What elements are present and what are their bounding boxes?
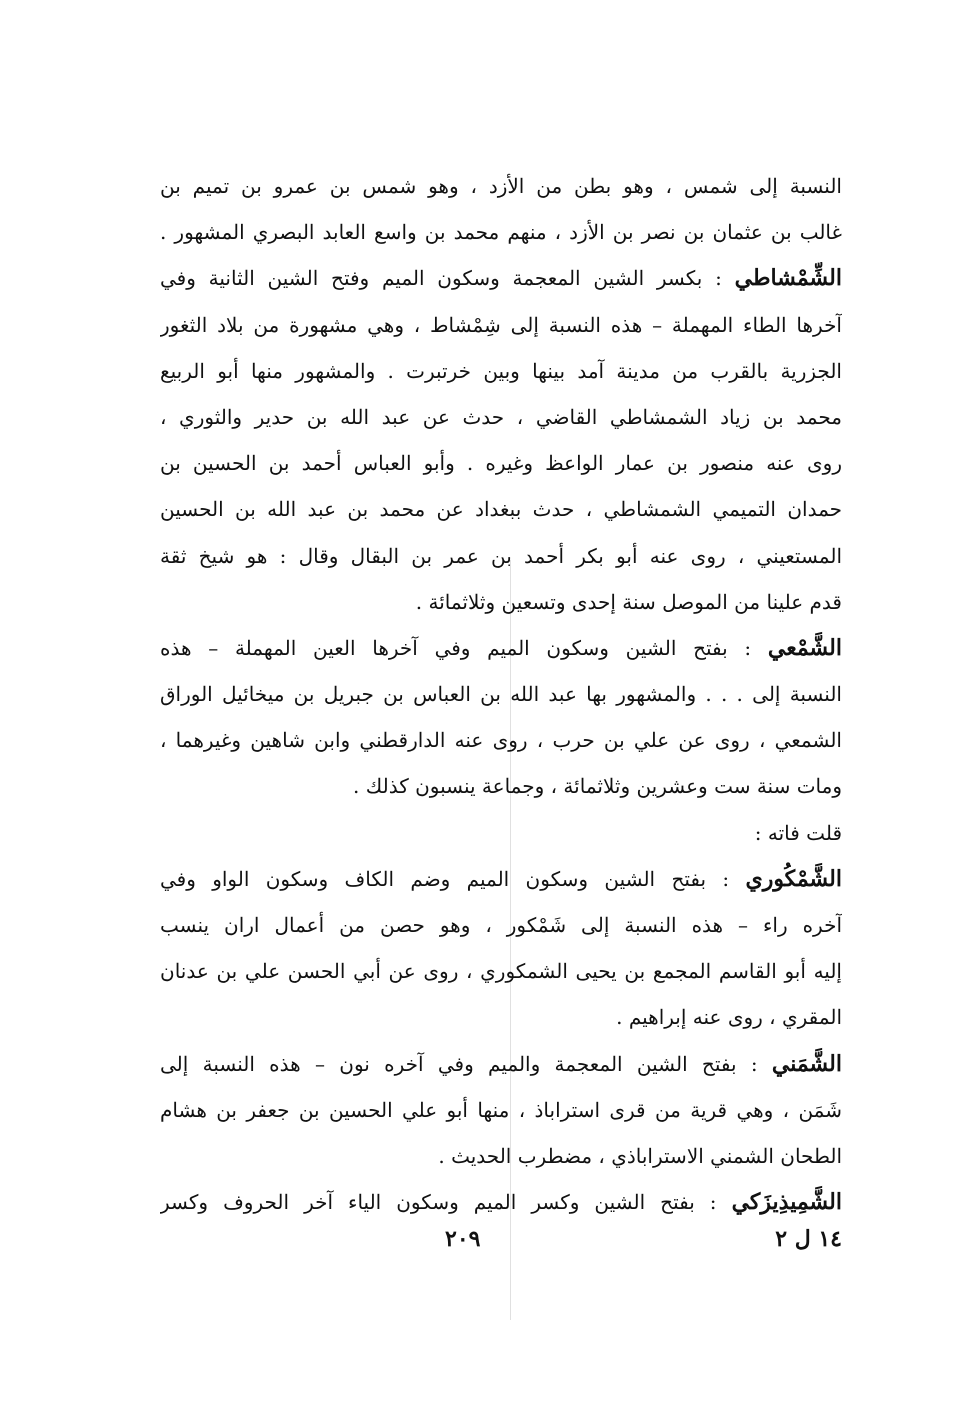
line-text: قدم علينا من الموصل سنة إحدى وتسعين وثلاثمائة .	[415, 589, 842, 614]
line-text: : بفتح الشين المعجمة والميم وفي آخره نون – هذه النسبة إلى	[160, 1051, 772, 1076]
text-line	[160, 948, 842, 994]
line-text: روى عنه منصور بن عمار الواعظ وغيره . وأبو العباس أحمد بن الحسين بن	[160, 451, 842, 476]
signature-mark: ١٤ ل ٢	[775, 1226, 842, 1252]
entry-heading: الشَّمَني	[771, 1050, 842, 1077]
line-text: حمدان التميمي الشمشاطي ، حدث ببغداد عن محمد بن عبد الله بن الحسين	[160, 497, 842, 522]
line-text: : بفتح الشين وكسر الميم وسكون الياء آخر الحروف وكسر	[160, 1190, 732, 1215]
line-text: قلت فاته :	[754, 820, 842, 845]
text-line	[160, 856, 842, 902]
text-line	[160, 810, 842, 856]
text-line	[160, 302, 842, 348]
body-text	[160, 163, 842, 1225]
line-text: الطحان الشمني الاستراباذي ، مضطرب الحديث .	[438, 1143, 842, 1168]
text-line	[160, 625, 842, 671]
line-text: الشمعي ، روى عن علي بن حرب ، روى عنه الدارقطني وابن شاهين وغيرهما ،	[160, 728, 842, 753]
text-line	[160, 1133, 842, 1179]
entry-heading: الشَّمِيذِيزَكي	[731, 1189, 842, 1216]
line-text: الجزرية بالقرب من مدينة آمد بينها وبين خرتبرت . والمشهور منها أبو الربيع	[160, 358, 842, 383]
text-line	[160, 533, 842, 579]
line-text: محمد بن زياد الشمشاطي القاضي ، حدث عن عبد الله بن حدير والثوري ،	[160, 404, 842, 429]
text-line	[160, 671, 842, 717]
page-footer	[160, 1226, 842, 1266]
line-text: آخرها الطاء المهملة – هذه النسبة إلى شِمْشاط ، وهي مشهورة من بلاد الثغور	[160, 312, 842, 337]
entry-heading: الشَّمْكُوري	[745, 865, 842, 892]
text-line	[160, 209, 842, 255]
line-text: شَمَن ، وهي قرية من قرى استراباذ ، منها أبو علي الحسين بن جعفر بن هشام	[160, 1097, 842, 1122]
line-text: : بفتح الشين وسكون الميم وفي آخرها العين المهملة – هذه	[160, 635, 768, 660]
text-line	[160, 994, 842, 1040]
page-number: ٢٠٩	[445, 1226, 481, 1252]
text-line	[160, 163, 842, 209]
line-text: ومات سنة ست وعشرين وثلاثمائة ، وجماعة ينسبون كذلك .	[353, 774, 842, 799]
line-text: إليه أبو القاسم المجمع بن يحيى الشمكوري ، روى عن أبي الحسن علي بن عدنان	[160, 959, 842, 984]
text-line	[160, 394, 842, 440]
text-line	[160, 348, 842, 394]
text-line	[160, 486, 842, 532]
text-line	[160, 1179, 842, 1225]
text-line	[160, 763, 842, 809]
text-line	[160, 1087, 842, 1133]
entry-heading: الشَّمْعي	[767, 634, 842, 661]
line-text: النسبة إلى شمس ، وهو بطن من الأزد ، وهو شمس بن عمرو بن تميم بن	[160, 174, 842, 198]
text-line	[160, 440, 842, 486]
text-line	[160, 579, 842, 625]
line-text: آخره راء – هذه النسبة إلى شَمْكور ، وهو حصن من أعمال اران ينسب	[160, 913, 842, 937]
line-text: المقري ، روى عنه إبراهيم .	[616, 1005, 842, 1030]
line-text: النسبة إلى . . . والمشهور بها عبد الله بن العباس بن جبريل بن ميخائيل الوراق	[160, 682, 842, 707]
line-text: المستعيني ، روى عنه أبو بكر أحمد بن عمر بن البقال وقال : هو شيخ ثقة	[160, 543, 842, 568]
line-text: : بفتح الشين وسكون الميم وضم الكاف وسكون الواو وفي	[160, 866, 746, 891]
entry-heading: الشِّمْشاطي	[734, 265, 842, 292]
line-text: : بكسر الشين المعجمة وسكون الميم وفتح الشين الثانية وفي	[160, 266, 735, 291]
text-line	[160, 255, 842, 301]
text-line	[160, 717, 842, 763]
line-text: غالب بن عثمان بن نصر بن الأزد ، منهم محمد بن واسع العابد البصري المشهور .	[160, 220, 842, 245]
text-line	[160, 1041, 842, 1087]
text-line	[160, 902, 842, 948]
